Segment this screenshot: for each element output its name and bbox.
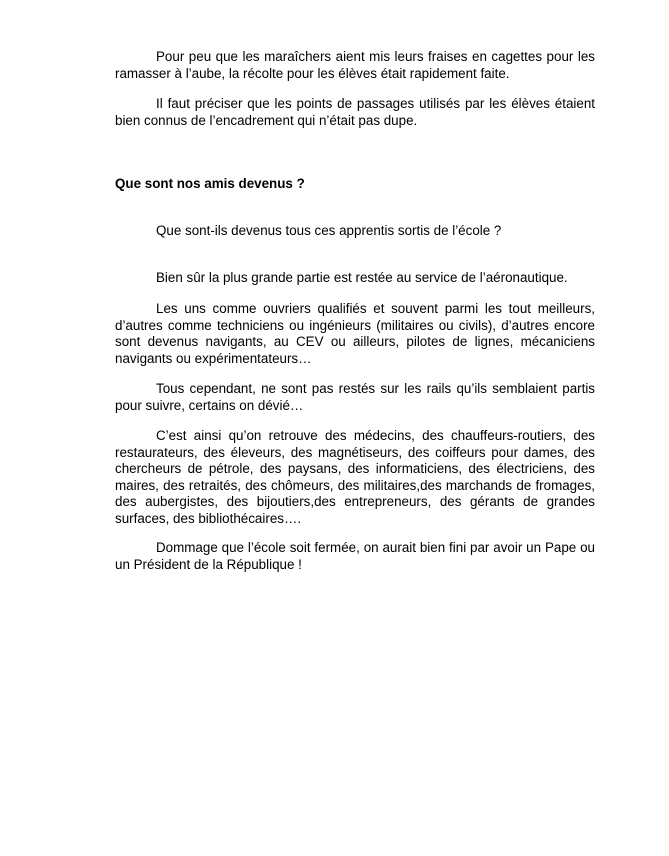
paragraph-careers: Les uns comme ouvriers qualifiés et souvent parmi les tout meilleurs, d’autres comme techniciens ou ingénieurs (militaires ou civils), d’autres encore sont devenus navigants, au CEV ou ailleurs, pilotes de lignes, mécaniciens navigants ou expérimentateurs…: [115, 301, 595, 366]
paragraph-passage-points: Il faut préciser que les points de passages utilisés par les élèves étaient bien connus de l’encadrement qui n’était pas dupe.: [115, 96, 595, 128]
paragraph-strawberries: Pour peu que les maraîchers aient mis leurs fraises en cagettes pour les ramasser à l’aube, la récolte pour les élèves était rapidement faite.: [115, 49, 595, 81]
paragraph-aeronautics: Bien sûr la plus grande partie est restée au service de l’aéronautique.: [156, 270, 568, 285]
paragraph-professions: C’est ainsi qu’on retrouve des médecins, des chauffeurs-routiers, des restaurateurs, des éleveurs, des magnétiseurs, des coiffeurs pour dames, des chercheurs de pétrole, des paysans, des informaticiens, des électriciens, des maires, des retraités, des chômeurs, des militaires,des marchands de fromages, des aubergistes, des bijoutiers,des entrepreneurs, des gérants de grandes surfaces, des bibliothécaires….: [115, 428, 595, 526]
paragraph-deviated: Tous cependant, ne sont pas restés sur les rails qu’ils semblaient partis pour suivre, certains on dévié…: [115, 381, 595, 413]
paragraph-conclusion: Dommage que l’école soit fermée, on aurait bien fini par avoir un Pape ou un Président de la République !: [115, 540, 595, 572]
paragraph-question: Que sont-ils devenus tous ces apprentis sortis de l’école ?: [156, 223, 502, 238]
section-heading: Que sont nos amis devenus ?: [115, 176, 305, 191]
